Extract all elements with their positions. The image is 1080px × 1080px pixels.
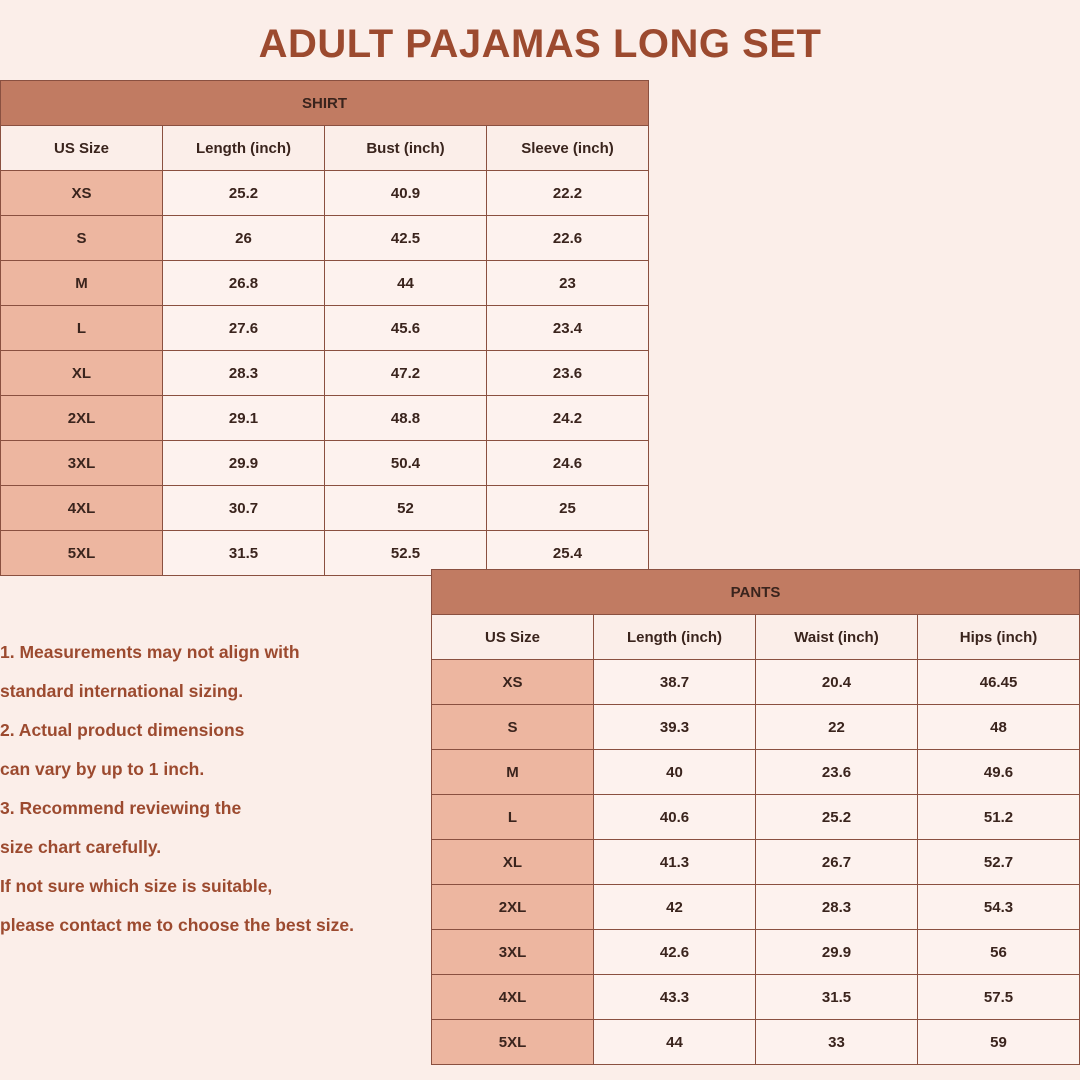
pants-column-header: Hips (inch)	[918, 615, 1080, 660]
table-row	[1, 171, 649, 216]
shirt-size-cell: 4XL	[1, 486, 163, 531]
pants-value-cell: 43.3	[594, 975, 756, 1020]
pants-value-cell: 22	[756, 705, 918, 750]
shirt-value-cell: 25	[487, 486, 649, 531]
shirt-table	[0, 80, 649, 576]
table-row	[1, 306, 649, 351]
shirt-value-cell: 29.1	[163, 396, 325, 441]
shirt-size-chart	[0, 80, 648, 576]
pants-value-cell: 25.2	[756, 795, 918, 840]
shirt-column-header: Sleeve (inch)	[487, 126, 649, 171]
pants-value-cell: 46.45	[918, 660, 1080, 705]
pants-size-cell: 2XL	[432, 885, 594, 930]
pants-value-cell: 42.6	[594, 930, 756, 975]
pants-column-header: Length (inch)	[594, 615, 756, 660]
pants-value-cell: 52.7	[918, 840, 1080, 885]
pants-value-cell: 40.6	[594, 795, 756, 840]
shirt-value-cell: 24.2	[487, 396, 649, 441]
table-row	[1, 396, 649, 441]
shirt-size-cell: 5XL	[1, 531, 163, 576]
pants-size-cell: XL	[432, 840, 594, 885]
pants-value-cell: 56	[918, 930, 1080, 975]
pants-value-cell: 57.5	[918, 975, 1080, 1020]
pants-value-cell: 59	[918, 1020, 1080, 1065]
shirt-column-header: US Size	[1, 126, 163, 171]
shirt-value-cell: 25.2	[163, 171, 325, 216]
shirt-value-cell: 26	[163, 216, 325, 261]
shirt-value-cell: 45.6	[325, 306, 487, 351]
table-row	[432, 705, 1080, 750]
notes-block	[0, 633, 430, 945]
pants-value-cell: 41.3	[594, 840, 756, 885]
shirt-size-cell: 3XL	[1, 441, 163, 486]
pants-value-cell: 48	[918, 705, 1080, 750]
shirt-value-cell: 22.2	[487, 171, 649, 216]
pants-value-cell: 42	[594, 885, 756, 930]
shirt-caption-row	[1, 81, 649, 126]
pants-table	[431, 569, 1080, 1065]
shirt-size-cell: L	[1, 306, 163, 351]
shirt-size-cell: S	[1, 216, 163, 261]
shirt-value-cell: 29.9	[163, 441, 325, 486]
table-row	[432, 750, 1080, 795]
pants-value-cell: 23.6	[756, 750, 918, 795]
pants-value-cell: 44	[594, 1020, 756, 1065]
pants-size-cell: M	[432, 750, 594, 795]
pants-size-cell: 4XL	[432, 975, 594, 1020]
pants-value-cell: 38.7	[594, 660, 756, 705]
shirt-size-cell: XL	[1, 351, 163, 396]
shirt-caption: SHIRT	[1, 81, 649, 126]
shirt-value-cell: 26.8	[163, 261, 325, 306]
shirt-size-cell: 2XL	[1, 396, 163, 441]
shirt-value-cell: 28.3	[163, 351, 325, 396]
pants-value-cell: 31.5	[756, 975, 918, 1020]
table-row	[1, 486, 649, 531]
note-line: If not sure which size is suitable,	[0, 876, 273, 896]
shirt-value-cell: 47.2	[325, 351, 487, 396]
shirt-value-cell: 25.4	[487, 531, 649, 576]
table-row	[1, 441, 649, 486]
pants-value-cell: 51.2	[918, 795, 1080, 840]
pants-size-chart	[431, 569, 1079, 1065]
pants-size-cell: XS	[432, 660, 594, 705]
pants-value-cell: 28.3	[756, 885, 918, 930]
shirt-value-cell: 24.6	[487, 441, 649, 486]
table-row	[432, 660, 1080, 705]
pants-size-cell: L	[432, 795, 594, 840]
note-line: size chart carefully.	[0, 837, 162, 857]
shirt-value-cell: 23.6	[487, 351, 649, 396]
shirt-header-row	[1, 126, 649, 171]
table-row	[432, 975, 1080, 1020]
table-row	[432, 930, 1080, 975]
pants-value-cell: 29.9	[756, 930, 918, 975]
table-row	[1, 216, 649, 261]
page-title: ADULT PAJAMAS LONG SET	[258, 22, 822, 66]
note-line: please contact me to choose the best size.	[0, 915, 354, 935]
shirt-value-cell: 42.5	[325, 216, 487, 261]
table-row	[432, 885, 1080, 930]
pants-column-header: Waist (inch)	[756, 615, 918, 660]
shirt-value-cell: 50.4	[325, 441, 487, 486]
pants-size-cell: 5XL	[432, 1020, 594, 1065]
pants-size-cell: S	[432, 705, 594, 750]
note-line: 1. Measurements may not align with	[0, 642, 300, 662]
table-row	[1, 351, 649, 396]
table-row	[432, 1020, 1080, 1065]
table-row	[1, 261, 649, 306]
note-line: 2. Actual product dimensions	[0, 720, 245, 740]
shirt-value-cell: 23	[487, 261, 649, 306]
pants-value-cell: 54.3	[918, 885, 1080, 930]
shirt-value-cell: 52.5	[325, 531, 487, 576]
shirt-value-cell: 27.6	[163, 306, 325, 351]
pants-value-cell: 49.6	[918, 750, 1080, 795]
shirt-value-cell: 40.9	[325, 171, 487, 216]
pants-value-cell: 20.4	[756, 660, 918, 705]
pants-size-cell: 3XL	[432, 930, 594, 975]
pants-caption: PANTS	[432, 570, 1080, 615]
pants-value-cell: 33	[756, 1020, 918, 1065]
pants-value-cell: 39.3	[594, 705, 756, 750]
pants-value-cell: 26.7	[756, 840, 918, 885]
shirt-size-cell: XS	[1, 171, 163, 216]
table-row	[432, 840, 1080, 885]
pants-column-header: US Size	[432, 615, 594, 660]
shirt-value-cell: 23.4	[487, 306, 649, 351]
shirt-value-cell: 30.7	[163, 486, 325, 531]
shirt-value-cell: 52	[325, 486, 487, 531]
shirt-size-cell: M	[1, 261, 163, 306]
shirt-value-cell: 31.5	[163, 531, 325, 576]
note-line: can vary by up to 1 inch.	[0, 759, 205, 779]
shirt-column-header: Bust (inch)	[325, 126, 487, 171]
pants-caption-row	[432, 570, 1080, 615]
pants-header-row	[432, 615, 1080, 660]
shirt-value-cell: 48.8	[325, 396, 487, 441]
note-line: standard international sizing.	[0, 681, 244, 701]
shirt-value-cell: 22.6	[487, 216, 649, 261]
shirt-value-cell: 44	[325, 261, 487, 306]
shirt-column-header: Length (inch)	[163, 126, 325, 171]
pants-value-cell: 40	[594, 750, 756, 795]
note-line: 3. Recommend reviewing the	[0, 798, 242, 818]
table-row	[432, 795, 1080, 840]
